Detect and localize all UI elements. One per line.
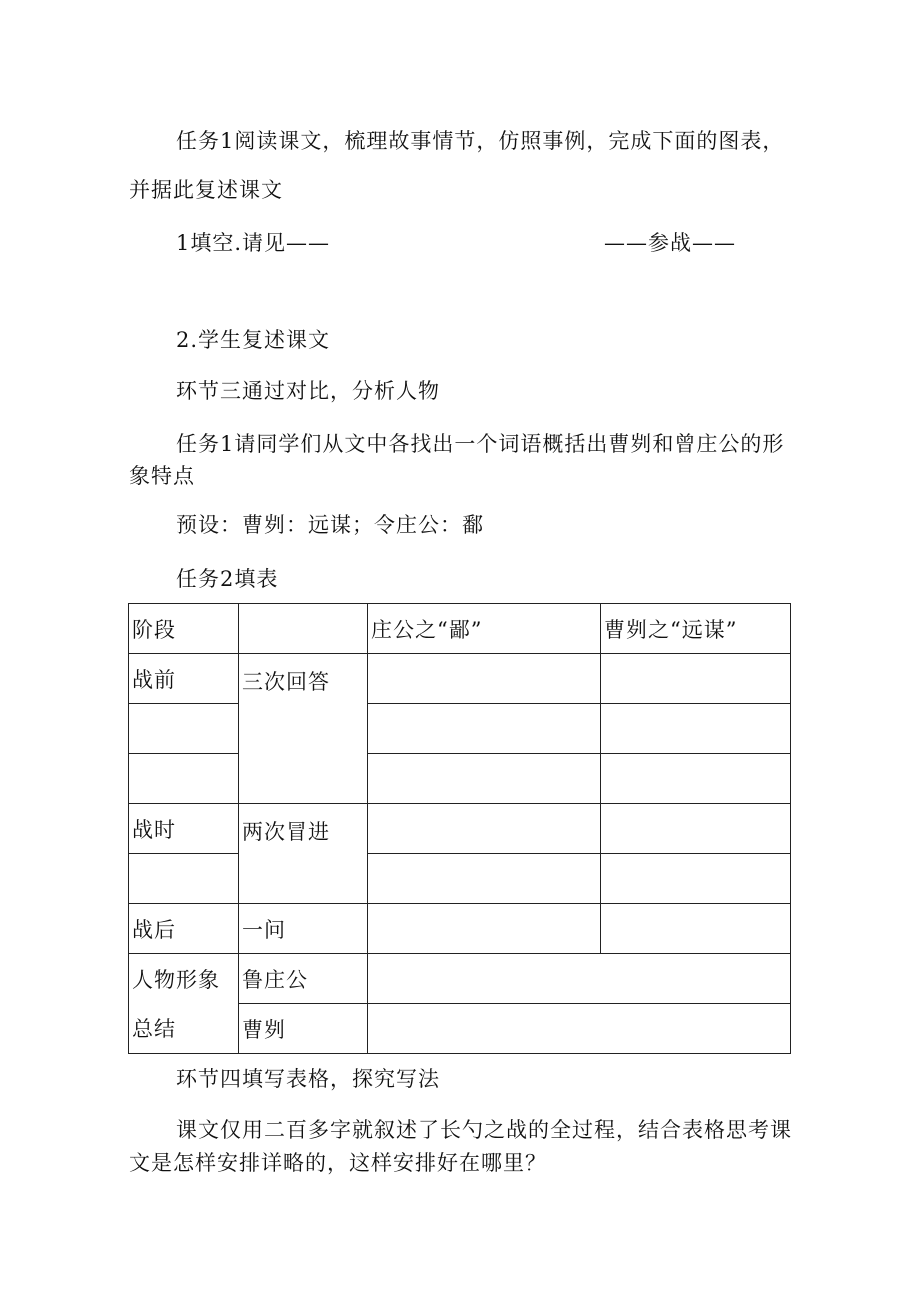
table-row: [129, 654, 791, 704]
table-row: [129, 904, 791, 954]
table-cell-empty: [129, 704, 239, 754]
table-cell-empty: [368, 1004, 791, 1054]
table-cell-empty: [368, 804, 601, 854]
retell-text: 2.学生复述课文: [176, 328, 331, 352]
table-cell-empty: [601, 904, 791, 954]
task-find-line2: 象特点: [129, 464, 195, 488]
cell-during-war: 战时: [129, 804, 239, 854]
table-row: [129, 954, 791, 1004]
table-cell-empty: [129, 854, 239, 904]
table-cell-empty: [368, 704, 601, 754]
cell-one-question: 一问: [239, 904, 368, 954]
table-row: [129, 804, 791, 854]
cell-summary-label-2: 总结: [129, 1004, 239, 1054]
cell-after-war: 战后: [129, 904, 239, 954]
table-cell-empty: [368, 854, 601, 904]
preset-text: 预设：曹刿：远谋；令庄公：鄱: [176, 513, 484, 537]
stage3-heading: 环节三通过对比，分析人物: [176, 379, 440, 403]
header-stage: 阶段: [129, 604, 239, 654]
header-blank: [239, 604, 368, 654]
table-cell-empty: [601, 804, 791, 854]
table-cell-empty: [368, 954, 791, 1004]
cell-two-advances: 两次冒进: [239, 804, 368, 904]
task2-heading: 任务2填表: [176, 567, 279, 591]
table-cell-empty: [368, 754, 601, 804]
table-cell-empty: [601, 854, 791, 904]
table-cell-empty: [601, 754, 791, 804]
header-zhuang: 庄公之“鄙”: [368, 604, 601, 654]
cell-summary-label-1: 人物形象: [129, 954, 239, 1004]
stage4-heading: 环节四填写表格，探究写法: [176, 1067, 440, 1091]
cell-before-war: 战前: [129, 654, 239, 704]
table-row: [129, 704, 791, 754]
table-cell-empty: [601, 654, 791, 704]
table-row: [129, 604, 791, 654]
fill-blank-left: 1填空.请见——: [176, 231, 331, 255]
final-question-line1: 课文仅用二百多字就叙述了长勺之战的全过程，结合表格思考课: [176, 1118, 792, 1142]
final-question-line2: 文是怎样安排详略的，这样安排好在哪里？: [129, 1151, 547, 1175]
task1-line2: 并据此复述课文: [129, 178, 283, 202]
header-cao: 曹刿之“远谋”: [601, 604, 791, 654]
cell-cao-gui: 曹刿: [239, 1004, 368, 1054]
fill-blank-right: ——参战——: [604, 231, 736, 255]
table-row: [129, 754, 791, 804]
table-row: [129, 854, 791, 904]
cell-three-answers: 三次回答: [239, 654, 368, 804]
table-cell-empty: [129, 754, 239, 804]
cell-lu-zhuang: 鲁庄公: [239, 954, 368, 1004]
task-find-line1: 任务1请同学们从文中各找出一个词语概括出曹刿和曾庄公的形: [176, 432, 785, 456]
table-cell-empty: [368, 654, 601, 704]
table-cell-empty: [368, 904, 601, 954]
table-cell-empty: [601, 704, 791, 754]
comparison-table: [128, 603, 791, 1054]
table-row: [129, 1004, 791, 1054]
task1-line1: 任务1阅读课文，梳理故事情节，仿照事例，完成下面的图表，: [176, 129, 785, 153]
